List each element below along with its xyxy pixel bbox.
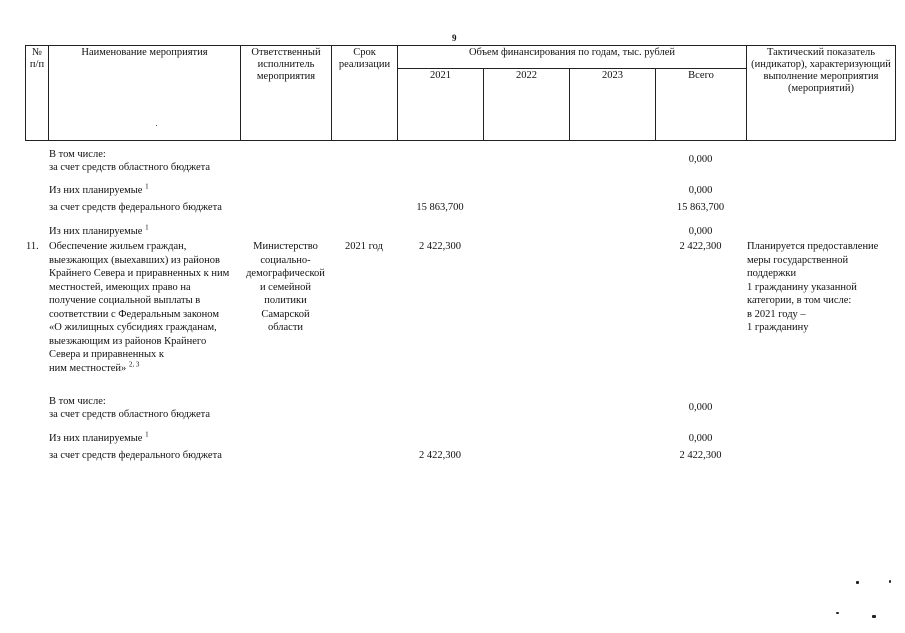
block2-federal-total: 2 422,300 [679, 450, 722, 461]
row11-name-line: Севера и приравненных к [49, 349, 165, 360]
row11-indicator-line: Планируется предоставление [747, 241, 879, 252]
block1-planned-a-total: 0,000 [688, 185, 713, 196]
row11-total: 2 422,300 [679, 241, 722, 252]
block1-regional-total: 0,000 [688, 154, 713, 165]
row11-responsible-line: Самарской [261, 308, 310, 320]
row11-name-line: «О жилищных субсидиях гражданам, [49, 322, 217, 333]
block2-regional: за счет средств областного бюджета [49, 409, 211, 420]
row11-responsible-line: области [267, 322, 304, 333]
footnote-ref: 2, 3 [128, 360, 140, 368]
row11-indicator-line: 1 гражданину [747, 322, 809, 333]
row11-term: 2021 год [345, 241, 383, 252]
row11-responsible-line: и семейной [259, 281, 312, 293]
header-num: № п/п [26, 46, 49, 141]
block1-federal: за счет средств федерального бюджета [49, 202, 222, 213]
block1-regional: за счет средств областного бюджета [49, 162, 211, 173]
header-year-2021: 2021 [398, 68, 484, 140]
block2-federal: за счет средств федерального бюджета [49, 450, 222, 461]
row11-name-line: местностей, имеющих право на [49, 281, 191, 293]
row11-name [49, 240, 229, 375]
block1-planned-b-total: 0,000 [688, 226, 713, 237]
row11-indicator-line: меры государственной [747, 254, 849, 266]
row11-indicator-line: 1 гражданину указанной [747, 281, 857, 293]
scan-speck [889, 580, 891, 583]
page-number: 9 [452, 33, 457, 43]
row11-responsible-line: социально- [260, 254, 311, 266]
block1-planned-a-label: Из них планируемые [49, 185, 143, 196]
block2-federal-2021: 2 422,300 [419, 450, 461, 461]
row11-num: 11. [26, 241, 39, 252]
row11-name-line: получение социальной выплаты в [49, 295, 201, 306]
block1-federal-total: 15 863,700 [676, 202, 725, 213]
row11-responsible-line: политики [264, 295, 307, 306]
row11-name-line: Обеспечение жильем граждан, [49, 241, 187, 252]
block2-incl: В том числе: [49, 396, 106, 407]
header-year-2023: 2023 [570, 68, 656, 140]
row11-name-line: выезжающим из районов Крайнего [49, 335, 207, 347]
header-term: Срок реализации [332, 46, 398, 141]
header-funding: Объем финансирования по годам, тыс. рублей [398, 46, 747, 69]
row11-indicator-line: поддержки [747, 268, 797, 279]
row11-responsible [240, 240, 331, 335]
header-total: Всего [656, 68, 747, 140]
header-name: Наименование мероприятия [49, 46, 241, 141]
header-year-2022: 2022 [484, 68, 570, 140]
scan-speck [872, 615, 876, 618]
row11-responsible-line: демографической [246, 268, 325, 279]
row11-name-line: выезжающих (выехавших) из районов [49, 254, 220, 266]
footnote-ref: 1 [145, 430, 149, 439]
block1-planned-b [49, 225, 149, 239]
block1-federal-2021: 15 863,700 [416, 202, 464, 213]
footnote-ref: 1 [145, 182, 149, 191]
block1-planned-b-label: Из них планируемые [49, 226, 143, 237]
header-responsible: Ответственный исполнитель мероприятия [241, 46, 332, 141]
block2-planned-label: Из них планируемые [49, 433, 143, 444]
row11-indicator-line: в 2021 году – [747, 308, 806, 320]
scan-speck [856, 581, 859, 584]
scan-speck [156, 125, 157, 126]
block2-planned [49, 432, 149, 446]
row11-name-last: ним местностей» [49, 362, 127, 374]
row11-2021: 2 422,300 [419, 241, 461, 252]
row11-indicator [747, 240, 878, 335]
row11-responsible-line: Министерство [253, 241, 318, 252]
row11-indicator-line: категории, в том числе: [747, 295, 852, 306]
header-table [25, 45, 896, 141]
block1-incl: В том числе: [49, 149, 106, 160]
block2-planned-total: 0,000 [688, 433, 713, 444]
row11-name-line: соответствии с Федеральным законом [49, 308, 219, 320]
header-indicator: Тактический показатель (индикатор), характеризующий выполнение мероприятия (мероприятий) [747, 46, 896, 141]
row11-name-line: Крайнего Севера и приравненных к ним [49, 268, 230, 279]
scan-speck [836, 612, 839, 614]
row11-name-line [49, 362, 229, 376]
footnote-ref: 1 [145, 223, 149, 232]
block2-regional-total: 0,000 [688, 402, 713, 413]
block1-planned-a [49, 184, 149, 198]
